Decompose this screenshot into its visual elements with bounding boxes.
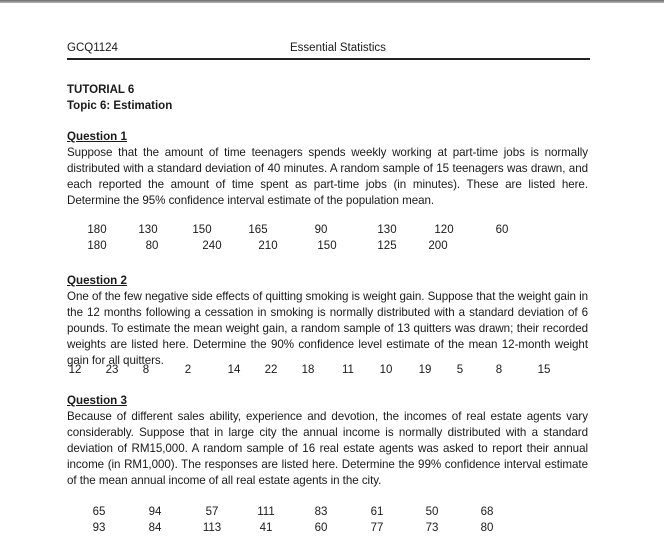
page-header (67, 40, 590, 60)
data-cell: 2 (184, 364, 192, 376)
tutorial-heading (67, 82, 172, 114)
data-cell: 150 (317, 240, 337, 252)
data-cell: 19 (418, 364, 432, 376)
question-2-data (0, 362, 664, 378)
data-cell: 120 (434, 224, 454, 236)
question-3-heading: Question 3 (67, 394, 127, 407)
tutorial-title: TUTORIAL 6 (67, 84, 135, 96)
data-row (0, 504, 664, 520)
data-cell: 125 (377, 240, 397, 252)
data-cell: 90 (314, 224, 328, 236)
data-cell: 68 (480, 506, 494, 518)
data-cell: 50 (425, 506, 439, 518)
data-cell: 22 (264, 364, 278, 376)
data-row (0, 520, 664, 536)
data-cell: 73 (425, 522, 439, 534)
data-cell: 240 (202, 240, 222, 252)
data-cell: 111 (257, 506, 275, 518)
question-1-text: Suppose that the amount of time teenagers spends weekly working at part-time jobs is normally distributed with a standard deviation of 40 minutes. A random sample of 15 teenagers was drawn, and each reported the amount of time spent as part-time jobs (in minutes). These are listed here. Determine the 95% confidence interval estimate of the population mean. (67, 146, 588, 207)
data-cell: 84 (148, 522, 162, 534)
question-3-data (0, 504, 664, 536)
data-cell: 180 (87, 224, 107, 236)
data-cell: 165 (248, 224, 268, 236)
question-1-heading: Question 1 (67, 130, 127, 143)
data-cell: 41 (259, 522, 273, 534)
question-1-data (0, 222, 664, 254)
data-cell: 60 (314, 522, 328, 534)
data-cell: 11 (342, 364, 354, 376)
data-cell: 14 (227, 364, 241, 376)
data-cell: 15 (537, 364, 551, 376)
data-cell: 210 (258, 240, 278, 252)
data-row (0, 222, 664, 238)
data-cell: 60 (495, 224, 509, 236)
data-cell: 5 (456, 364, 464, 376)
data-cell: 113 (202, 522, 222, 534)
data-cell: 61 (370, 506, 384, 518)
data-cell: 83 (314, 506, 328, 518)
data-row (0, 238, 664, 254)
data-cell: 200 (428, 240, 448, 252)
data-cell: 23 (105, 364, 119, 376)
course-title: Essential Statistics (290, 42, 386, 54)
data-cell: 77 (370, 522, 384, 534)
data-cell: 130 (138, 224, 158, 236)
question-1 (67, 129, 588, 209)
question-3-text: Because of different sales ability, experience and devotion, the incomes of real estate agents vary considerably. Suppose that in large city the annual income is normally distributed with a standard deviation of RM15,000. A random sample of 16 real estate agents was asked to report their annual income (in RM1,000). The responses are listed here. Determine the 99% confidence interval estimate of the mean annual income of all real estate agents in the city. (67, 410, 588, 487)
data-cell: 8 (495, 364, 503, 376)
data-cell: 180 (87, 240, 107, 252)
data-cell: 10 (379, 364, 393, 376)
data-cell: 8 (142, 364, 150, 376)
question-2-text: One of the few negative side effects of quitting smoking is weight gain. Suppose that the weight gain in the 12 months following a cessation in smoking is normally distributed with a standard deviation of 6 pounds. To estimate the mean weight gain, a random sample of 13 quitters was drawn; their recorded weights are listed here. Determine the 90% confidence level estimate of the mean 12-month weight gain for all quitters. (67, 290, 588, 367)
data-cell: 65 (92, 506, 106, 518)
data-cell: 150 (192, 224, 212, 236)
data-cell: 130 (377, 224, 397, 236)
course-code: GCQ1124 (67, 42, 118, 54)
data-cell: 12 (68, 364, 82, 376)
question-2-heading: Question 2 (67, 274, 127, 287)
data-cell: 93 (92, 522, 106, 534)
tutorial-topic: Topic 6: Estimation (67, 100, 173, 112)
question-2 (67, 273, 588, 369)
data-cell: 18 (301, 364, 315, 376)
data-cell: 94 (148, 506, 162, 518)
data-cell: 80 (480, 522, 494, 534)
question-3 (67, 393, 588, 489)
data-cell: 80 (145, 240, 159, 252)
data-cell: 57 (205, 506, 219, 518)
